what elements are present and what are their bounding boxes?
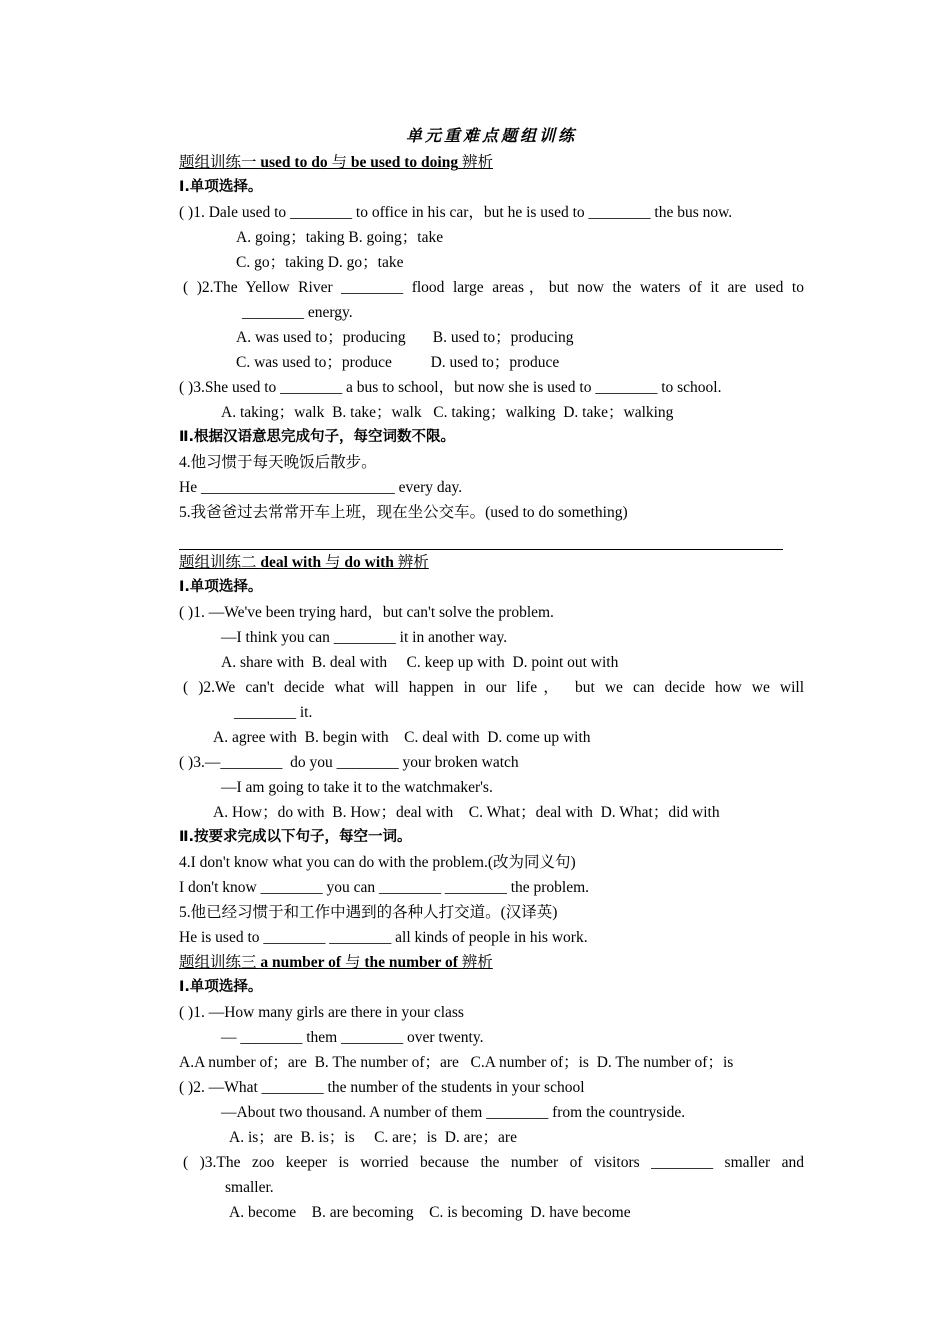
group3-q1: ( )1. —How many girls are there in your class	[179, 1004, 464, 1021]
group3-q2-reply: —About two thousand. A number of them ________ from the countryside.	[221, 1104, 686, 1121]
group2-part1-heading: Ⅰ.单项选择。	[179, 579, 263, 595]
group1-q4-answer: He _________________________ every day.	[179, 479, 463, 496]
group1-part2-heading: Ⅱ.根据汉语意思完成句子，每空词数不限。	[179, 429, 456, 445]
group1-q2-options-b: C. was used to；produce D. used to；produce	[236, 354, 560, 371]
group1-q1-options-a: A. going；taking B. going；take	[236, 229, 444, 246]
group3-q2: ( )2. —What ________ the number of the students in your school	[179, 1079, 585, 1096]
group1-heading: 题组训练一 used to do 与 be used to doing 辨析	[179, 154, 493, 171]
group3-q3-options: A. become B. are becoming C. is becoming D. have become	[229, 1204, 631, 1221]
group2-q1: ( )1. —We've been trying hard，but can't solve the problem.	[179, 604, 554, 621]
answer-line	[179, 525, 783, 550]
group2-q3-reply: —I am going to take it to the watchmaker's.	[221, 779, 493, 796]
group3-q3: ( )3.The zoo keeper is worried because the number of visitors ________ smaller and	[183, 1154, 804, 1171]
group1-q2-cont: ________ energy.	[242, 304, 353, 321]
group2-heading: 题组训练二 deal with 与 do with 辨析	[179, 554, 429, 571]
group2-q4: 4.I don't know what you can do with the problem.(改为同义句)	[179, 854, 576, 871]
group2-part2-heading: Ⅱ.按要求完成以下句子，每空一词。	[179, 829, 412, 845]
group2-q2-cont: ________ it.	[234, 704, 313, 721]
group1-q3: ( )3.She used to ________ a bus to school，but now she is used to ________ to school.	[179, 379, 722, 396]
group2-q4-answer: I don't know ________ you can ________ ________ the problem.	[179, 879, 590, 896]
group2-q3: ( )3.—________ do you ________ your broken watch	[179, 754, 519, 771]
group3-q2-options: A. is；are B. is；is C. are；is D. are；are	[229, 1129, 517, 1146]
group1-part1-heading: Ⅰ.单项选择。	[179, 179, 263, 195]
group2-q2: ( )2.We can't decide what will happen in our life， but we can decide how we will	[183, 679, 804, 696]
group3-part1-heading: Ⅰ.单项选择。	[179, 979, 263, 995]
group2-q2-options: A. agree with B. begin with C. deal with D. come up with	[213, 729, 591, 746]
group2-q1-reply: —I think you can ________ it in another way.	[221, 629, 508, 646]
group3-q1-options: A.A number of；are B. The number of；are C.A number of；is D. The number of；is	[179, 1054, 734, 1071]
group2-q5: 5.他已经习惯于和工作中遇到的各种人打交道。(汉译英)	[179, 904, 558, 921]
group2-q3-options: A. How；do with B. How；deal with C. What；deal with D. What；did with	[213, 804, 720, 821]
group2-q5-answer: He is used to ________ ________ all kinds of people in his work.	[179, 929, 588, 946]
group1-q3-options: A. taking；walk B. take；walk C. taking；walking D. take；walking	[221, 404, 674, 421]
group1-q4: 4.他习惯于每天晚饭后散步。	[179, 454, 377, 471]
group3-q3-cont: smaller.	[225, 1179, 274, 1196]
worksheet-page	[179, 122, 804, 1225]
group1-q2: ( )2.The Yellow River ________ flood large areas，but now the waters of it are used to	[183, 279, 804, 296]
page-title: 单元重难点题组训练	[405, 126, 577, 145]
group3-q1-reply: — ________ them ________ over twenty.	[221, 1029, 484, 1046]
group1-q1-options-b: C. go；taking D. go；take	[236, 254, 404, 271]
group3-heading: 题组训练三 a number of 与 the number of 辨析	[179, 954, 493, 971]
group1-q1: ( )1. Dale used to ________ to office in his car，but he is used to ________ the bus now.	[179, 204, 733, 221]
group2-q1-options: A. share with B. deal with C. keep up with D. point out with	[221, 654, 619, 671]
group1-q2-options-a: A. was used to；producing B. used to；producing	[236, 329, 574, 346]
group1-q5: 5.我爸爸过去常常开车上班，现在坐公交车。(used to do something)	[179, 504, 628, 521]
